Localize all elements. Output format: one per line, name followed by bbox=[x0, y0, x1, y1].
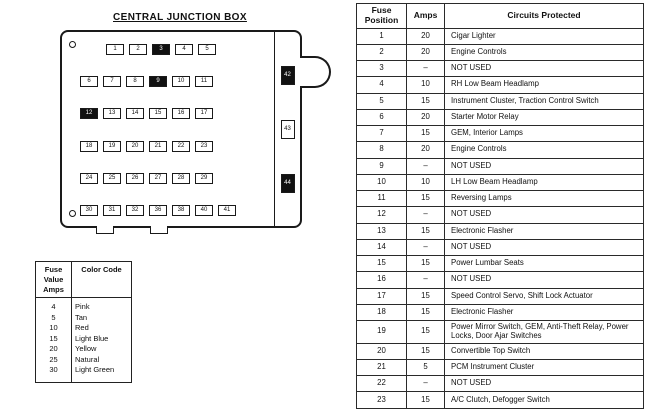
cell-color-code: Light Blue bbox=[75, 333, 109, 343]
cell-color-code: Tan bbox=[75, 312, 88, 322]
color-code-row bbox=[36, 298, 132, 313]
fuse-26: 26 bbox=[126, 173, 144, 184]
cell-fuse-value-amps: 25 bbox=[36, 354, 72, 365]
fuse-16: 16 bbox=[172, 108, 190, 119]
cell-amps: 20 bbox=[407, 109, 445, 125]
cell-circuit-protected: NOT USED bbox=[445, 239, 644, 255]
fuse-row bbox=[80, 205, 272, 216]
cell-circuit-protected: NOT USED bbox=[445, 61, 644, 77]
color-code-row bbox=[36, 323, 132, 334]
fuse-table-row bbox=[357, 256, 644, 272]
cell-color-code: Natural bbox=[75, 354, 100, 364]
mounting-tab bbox=[150, 226, 168, 234]
cell-amps: 20 bbox=[407, 28, 445, 44]
cell-amps: – bbox=[407, 376, 445, 392]
fuse-13: 13 bbox=[103, 108, 121, 119]
fuse-2: 2 bbox=[129, 44, 147, 55]
cell-amps: 15 bbox=[407, 223, 445, 239]
cell-amps: 15 bbox=[407, 321, 445, 344]
fuse-table-row bbox=[357, 321, 644, 344]
cell-amps: 5 bbox=[407, 359, 445, 375]
fuse-3: 3 bbox=[152, 44, 170, 55]
cell-circuit-protected: Power Lumbar Seats bbox=[445, 256, 644, 272]
relay-44: 44 bbox=[281, 174, 295, 193]
fuse-table-row bbox=[357, 343, 644, 359]
cell-fuse-position: 13 bbox=[357, 223, 407, 239]
cell-circuit-protected: Electronic Flasher bbox=[445, 223, 644, 239]
color-code-row bbox=[36, 344, 132, 355]
cell-fuse-position: 6 bbox=[357, 109, 407, 125]
cell-fuse-value-amps: 20 bbox=[36, 344, 72, 355]
cell-amps: 10 bbox=[407, 77, 445, 93]
cell-fuse-position: 1 bbox=[357, 28, 407, 44]
fuse-table-row bbox=[357, 158, 644, 174]
cell-amps: – bbox=[407, 272, 445, 288]
cell-amps: 15 bbox=[407, 304, 445, 320]
fuse-row bbox=[106, 44, 272, 55]
fuse-6: 6 bbox=[80, 76, 98, 87]
cell-fuse-position: 22 bbox=[357, 376, 407, 392]
fuse-table-row bbox=[357, 28, 644, 44]
cell-circuit-protected: A/C Clutch, Defogger Switch bbox=[445, 392, 644, 409]
cell-fuse-position: 15 bbox=[357, 256, 407, 272]
fuse-table-row bbox=[357, 223, 644, 239]
cell-color-code: Light Green bbox=[75, 365, 115, 375]
connector-tab bbox=[300, 56, 331, 88]
cell-fuse-position: 10 bbox=[357, 174, 407, 190]
fuse-table-row bbox=[357, 376, 644, 392]
fuse-23: 23 bbox=[195, 141, 213, 152]
fuse-36: 36 bbox=[149, 205, 167, 216]
cell-circuit-protected: Power Mirror Switch, GEM, Anti-Theft Relay, Power Locks, Door Ajar Switches bbox=[445, 321, 644, 344]
color-table-header-row bbox=[36, 262, 132, 298]
fuse-20: 20 bbox=[126, 141, 144, 152]
cell-fuse-position: 4 bbox=[357, 77, 407, 93]
fuse-table-header-row bbox=[357, 4, 644, 29]
relay-42: 42 bbox=[281, 66, 295, 85]
header-amps: Amps bbox=[407, 4, 445, 29]
cell-amps: 20 bbox=[407, 44, 445, 60]
color-table-body bbox=[36, 298, 132, 383]
cell-circuit-protected: NOT USED bbox=[445, 272, 644, 288]
fuse-41: 41 bbox=[218, 205, 236, 216]
fuse-32: 32 bbox=[126, 205, 144, 216]
cell-fuse-position: 9 bbox=[357, 158, 407, 174]
fuse-row bbox=[80, 173, 272, 184]
cell-amps: 20 bbox=[407, 142, 445, 158]
cell-fuse-position: 18 bbox=[357, 304, 407, 320]
cell-circuit-protected: Engine Controls bbox=[445, 44, 644, 60]
color-code-row bbox=[36, 333, 132, 344]
cell-amps: 15 bbox=[407, 343, 445, 359]
cell-amps: 15 bbox=[407, 126, 445, 142]
fuse-table-row bbox=[357, 77, 644, 93]
fuse-38: 38 bbox=[172, 205, 190, 216]
fuse-21: 21 bbox=[149, 141, 167, 152]
cell-fuse-position: 21 bbox=[357, 359, 407, 375]
color-code-row bbox=[36, 354, 132, 365]
cell-amps: 15 bbox=[407, 191, 445, 207]
fuse-grid bbox=[80, 44, 272, 216]
fuse-12: 12 bbox=[80, 108, 98, 119]
fuse-table-row bbox=[357, 126, 644, 142]
fuse-table-row bbox=[357, 272, 644, 288]
fuse-7: 7 bbox=[103, 76, 121, 87]
header-circuits-protected: Circuits Protected bbox=[445, 4, 644, 29]
cell-amps: – bbox=[407, 158, 445, 174]
fuse-table-body bbox=[357, 28, 644, 408]
fuse-table-row bbox=[357, 44, 644, 60]
fuse-10: 10 bbox=[172, 76, 190, 87]
fuse-5: 5 bbox=[198, 44, 216, 55]
fuse-15: 15 bbox=[149, 108, 167, 119]
header-fuse-position: Fuse Position bbox=[357, 4, 407, 29]
fuse-table-row bbox=[357, 239, 644, 255]
cell-fuse-position: 5 bbox=[357, 93, 407, 109]
cell-fuse-position: 3 bbox=[357, 61, 407, 77]
cell-circuit-protected: NOT USED bbox=[445, 376, 644, 392]
cell-circuit-protected: Cigar Lighter bbox=[445, 28, 644, 44]
cell-fuse-position: 17 bbox=[357, 288, 407, 304]
fuse-27: 27 bbox=[149, 173, 167, 184]
fuse-table-row bbox=[357, 304, 644, 320]
cell-fuse-position: 11 bbox=[357, 191, 407, 207]
cell-circuit-protected: NOT USED bbox=[445, 158, 644, 174]
color-code-row bbox=[36, 312, 132, 323]
cell-fuse-position: 20 bbox=[357, 343, 407, 359]
cell-fuse-position: 14 bbox=[357, 239, 407, 255]
fuse-table-row bbox=[357, 288, 644, 304]
cell-circuit-protected: RH Low Beam Headlamp bbox=[445, 77, 644, 93]
cell-fuse-value-amps: 5 bbox=[36, 312, 72, 323]
cell-fuse-position: 7 bbox=[357, 126, 407, 142]
fuse-position-table bbox=[356, 3, 644, 409]
cell-color-code: Pink bbox=[75, 302, 90, 312]
fuse-9: 9 bbox=[149, 76, 167, 87]
cell-amps: 15 bbox=[407, 256, 445, 272]
cell-amps: – bbox=[407, 207, 445, 223]
fuse-row bbox=[80, 108, 272, 119]
fuse-19: 19 bbox=[103, 141, 121, 152]
fuse-table-row bbox=[357, 392, 644, 409]
fuse-18: 18 bbox=[80, 141, 98, 152]
fuse-table-row bbox=[357, 359, 644, 375]
cell-fuse-value-amps: 30 bbox=[36, 365, 72, 383]
junction-box-diagram bbox=[60, 30, 302, 228]
junction-box-title: CENTRAL JUNCTION BOX bbox=[113, 12, 247, 23]
cell-color-code: Red bbox=[75, 323, 89, 333]
cell-fuse-value-amps: 15 bbox=[36, 333, 72, 344]
cell-fuse-position: 8 bbox=[357, 142, 407, 158]
cell-amps: 15 bbox=[407, 288, 445, 304]
fuse-1: 1 bbox=[106, 44, 124, 55]
fuse-8: 8 bbox=[126, 76, 144, 87]
cell-fuse-position: 23 bbox=[357, 392, 407, 409]
cell-circuit-protected: Engine Controls bbox=[445, 142, 644, 158]
fuse-table-row bbox=[357, 207, 644, 223]
relay-43: 43 bbox=[281, 120, 295, 139]
cell-circuit-protected: PCM Instrument Cluster bbox=[445, 359, 644, 375]
cell-circuit-protected: Starter Motor Relay bbox=[445, 109, 644, 125]
fuse-table-row bbox=[357, 174, 644, 190]
cell-circuit-protected: NOT USED bbox=[445, 207, 644, 223]
color-table-header-color: Color Code bbox=[72, 262, 132, 298]
relay-strip bbox=[274, 32, 300, 226]
fuse-29: 29 bbox=[195, 173, 213, 184]
mounting-tab bbox=[96, 226, 114, 234]
fuse-30: 30 bbox=[80, 205, 98, 216]
fuse-table-row bbox=[357, 61, 644, 77]
color-table-header-amps: Fuse Value Amps bbox=[36, 262, 72, 298]
cell-amps: – bbox=[407, 239, 445, 255]
cell-amps: 10 bbox=[407, 174, 445, 190]
cell-circuit-protected: Electronic Flasher bbox=[445, 304, 644, 320]
cell-fuse-position: 2 bbox=[357, 44, 407, 60]
screw-hole-icon bbox=[69, 41, 76, 48]
cell-amps: 15 bbox=[407, 93, 445, 109]
fuse-31: 31 bbox=[103, 205, 121, 216]
fuse-table-row bbox=[357, 109, 644, 125]
screw-hole-icon bbox=[69, 210, 76, 217]
cell-amps: 15 bbox=[407, 392, 445, 409]
fuse-table-row bbox=[357, 191, 644, 207]
fuse-table-row bbox=[357, 142, 644, 158]
cell-fuse-value-amps: 4 bbox=[36, 298, 72, 313]
fuse-40: 40 bbox=[195, 205, 213, 216]
fuse-25: 25 bbox=[103, 173, 121, 184]
cell-circuit-protected: Reversing Lamps bbox=[445, 191, 644, 207]
cell-color-code: Yellow bbox=[75, 344, 97, 354]
cell-circuit-protected: Instrument Cluster, Traction Control Switch bbox=[445, 93, 644, 109]
cell-circuit-protected: Convertible Top Switch bbox=[445, 343, 644, 359]
cell-circuit-protected: LH Low Beam Headlamp bbox=[445, 174, 644, 190]
cell-circuit-protected: Speed Control Servo, Shift Lock Actuator bbox=[445, 288, 644, 304]
fuse-table-row bbox=[357, 93, 644, 109]
cell-fuse-position: 19 bbox=[357, 321, 407, 344]
cell-fuse-position: 12 bbox=[357, 207, 407, 223]
cell-amps: – bbox=[407, 61, 445, 77]
fuse-28: 28 bbox=[172, 173, 190, 184]
fuse-11: 11 bbox=[195, 76, 213, 87]
color-code-row bbox=[36, 365, 132, 383]
fuse-24: 24 bbox=[80, 173, 98, 184]
cell-circuit-protected: GEM, Interior Lamps bbox=[445, 126, 644, 142]
fuse-4: 4 bbox=[175, 44, 193, 55]
cell-fuse-position: 16 bbox=[357, 272, 407, 288]
color-code-table bbox=[35, 261, 132, 383]
fuse-14: 14 bbox=[126, 108, 144, 119]
fuse-row bbox=[80, 141, 272, 152]
fuse-17: 17 bbox=[195, 108, 213, 119]
fuse-row bbox=[80, 76, 272, 87]
cell-fuse-value-amps: 10 bbox=[36, 323, 72, 334]
fuse-22: 22 bbox=[172, 141, 190, 152]
